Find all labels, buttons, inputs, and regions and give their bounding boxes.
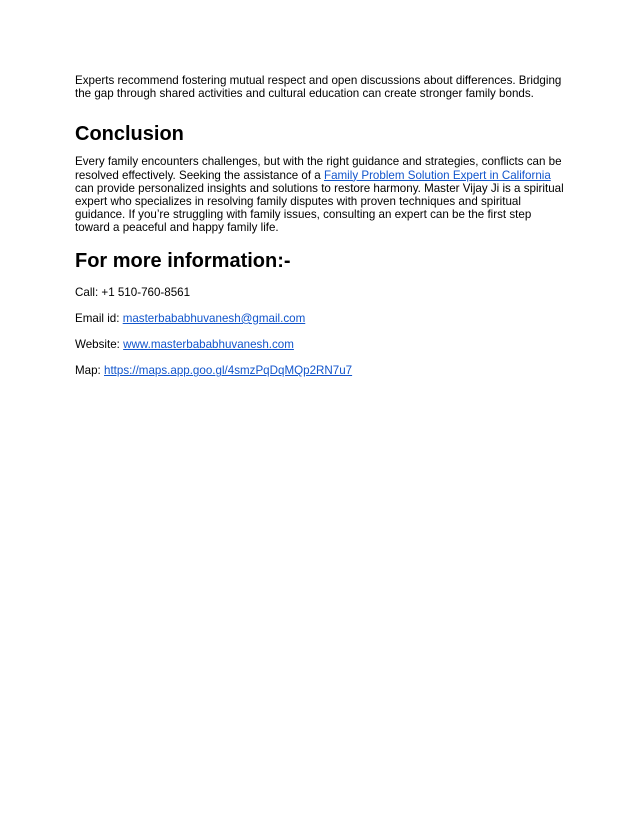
email-link[interactable]: masterbababhuvanesh@gmail.com: [122, 311, 306, 325]
map-line: [75, 364, 565, 377]
call-line: [75, 286, 565, 299]
website-link[interactable]: www.masterbababhuvanesh.com: [123, 338, 294, 352]
conclusion-heading: Conclusion: [75, 123, 184, 146]
document-page: [75, 74, 565, 390]
conclusion-paragraph: [75, 155, 565, 234]
website-line: [75, 338, 565, 351]
more-information-heading: For more information:-: [75, 249, 291, 272]
call-label: Call:: [75, 285, 102, 299]
call-number: +1 510-760-8561: [101, 285, 191, 299]
email-line: [75, 312, 565, 325]
email-label: Email id:: [75, 311, 123, 325]
conclusion-text-after-link: can provide personalized insights and solutions to restore harmony. Master Vijay Ji is a spiritual expert who specializes in resolving family disputes with proven techniques and spiritual guidance. If you’re struggling with family issues, consulting an expert can be the first step toward a peaceful and happy family life.: [75, 181, 564, 235]
map-link[interactable]: https://maps.app.goo.gl/4smzPqDqMQp2RN7u7: [104, 364, 353, 378]
family-problem-expert-link[interactable]: Family Problem Solution Expert in California: [323, 168, 551, 182]
conclusion-text-before-link: Every family encounters challenges, but with the right guidance and strategies, conflicts can be resolved effectively. Seeking the assistance of a: [75, 155, 562, 182]
website-label: Website:: [75, 338, 124, 352]
map-label: Map:: [75, 364, 104, 378]
intro-paragraph: Experts recommend fostering mutual respect and open discussions about differences. Bridging the gap through shared activities and cultural education can create stronger family bonds.: [75, 74, 562, 101]
